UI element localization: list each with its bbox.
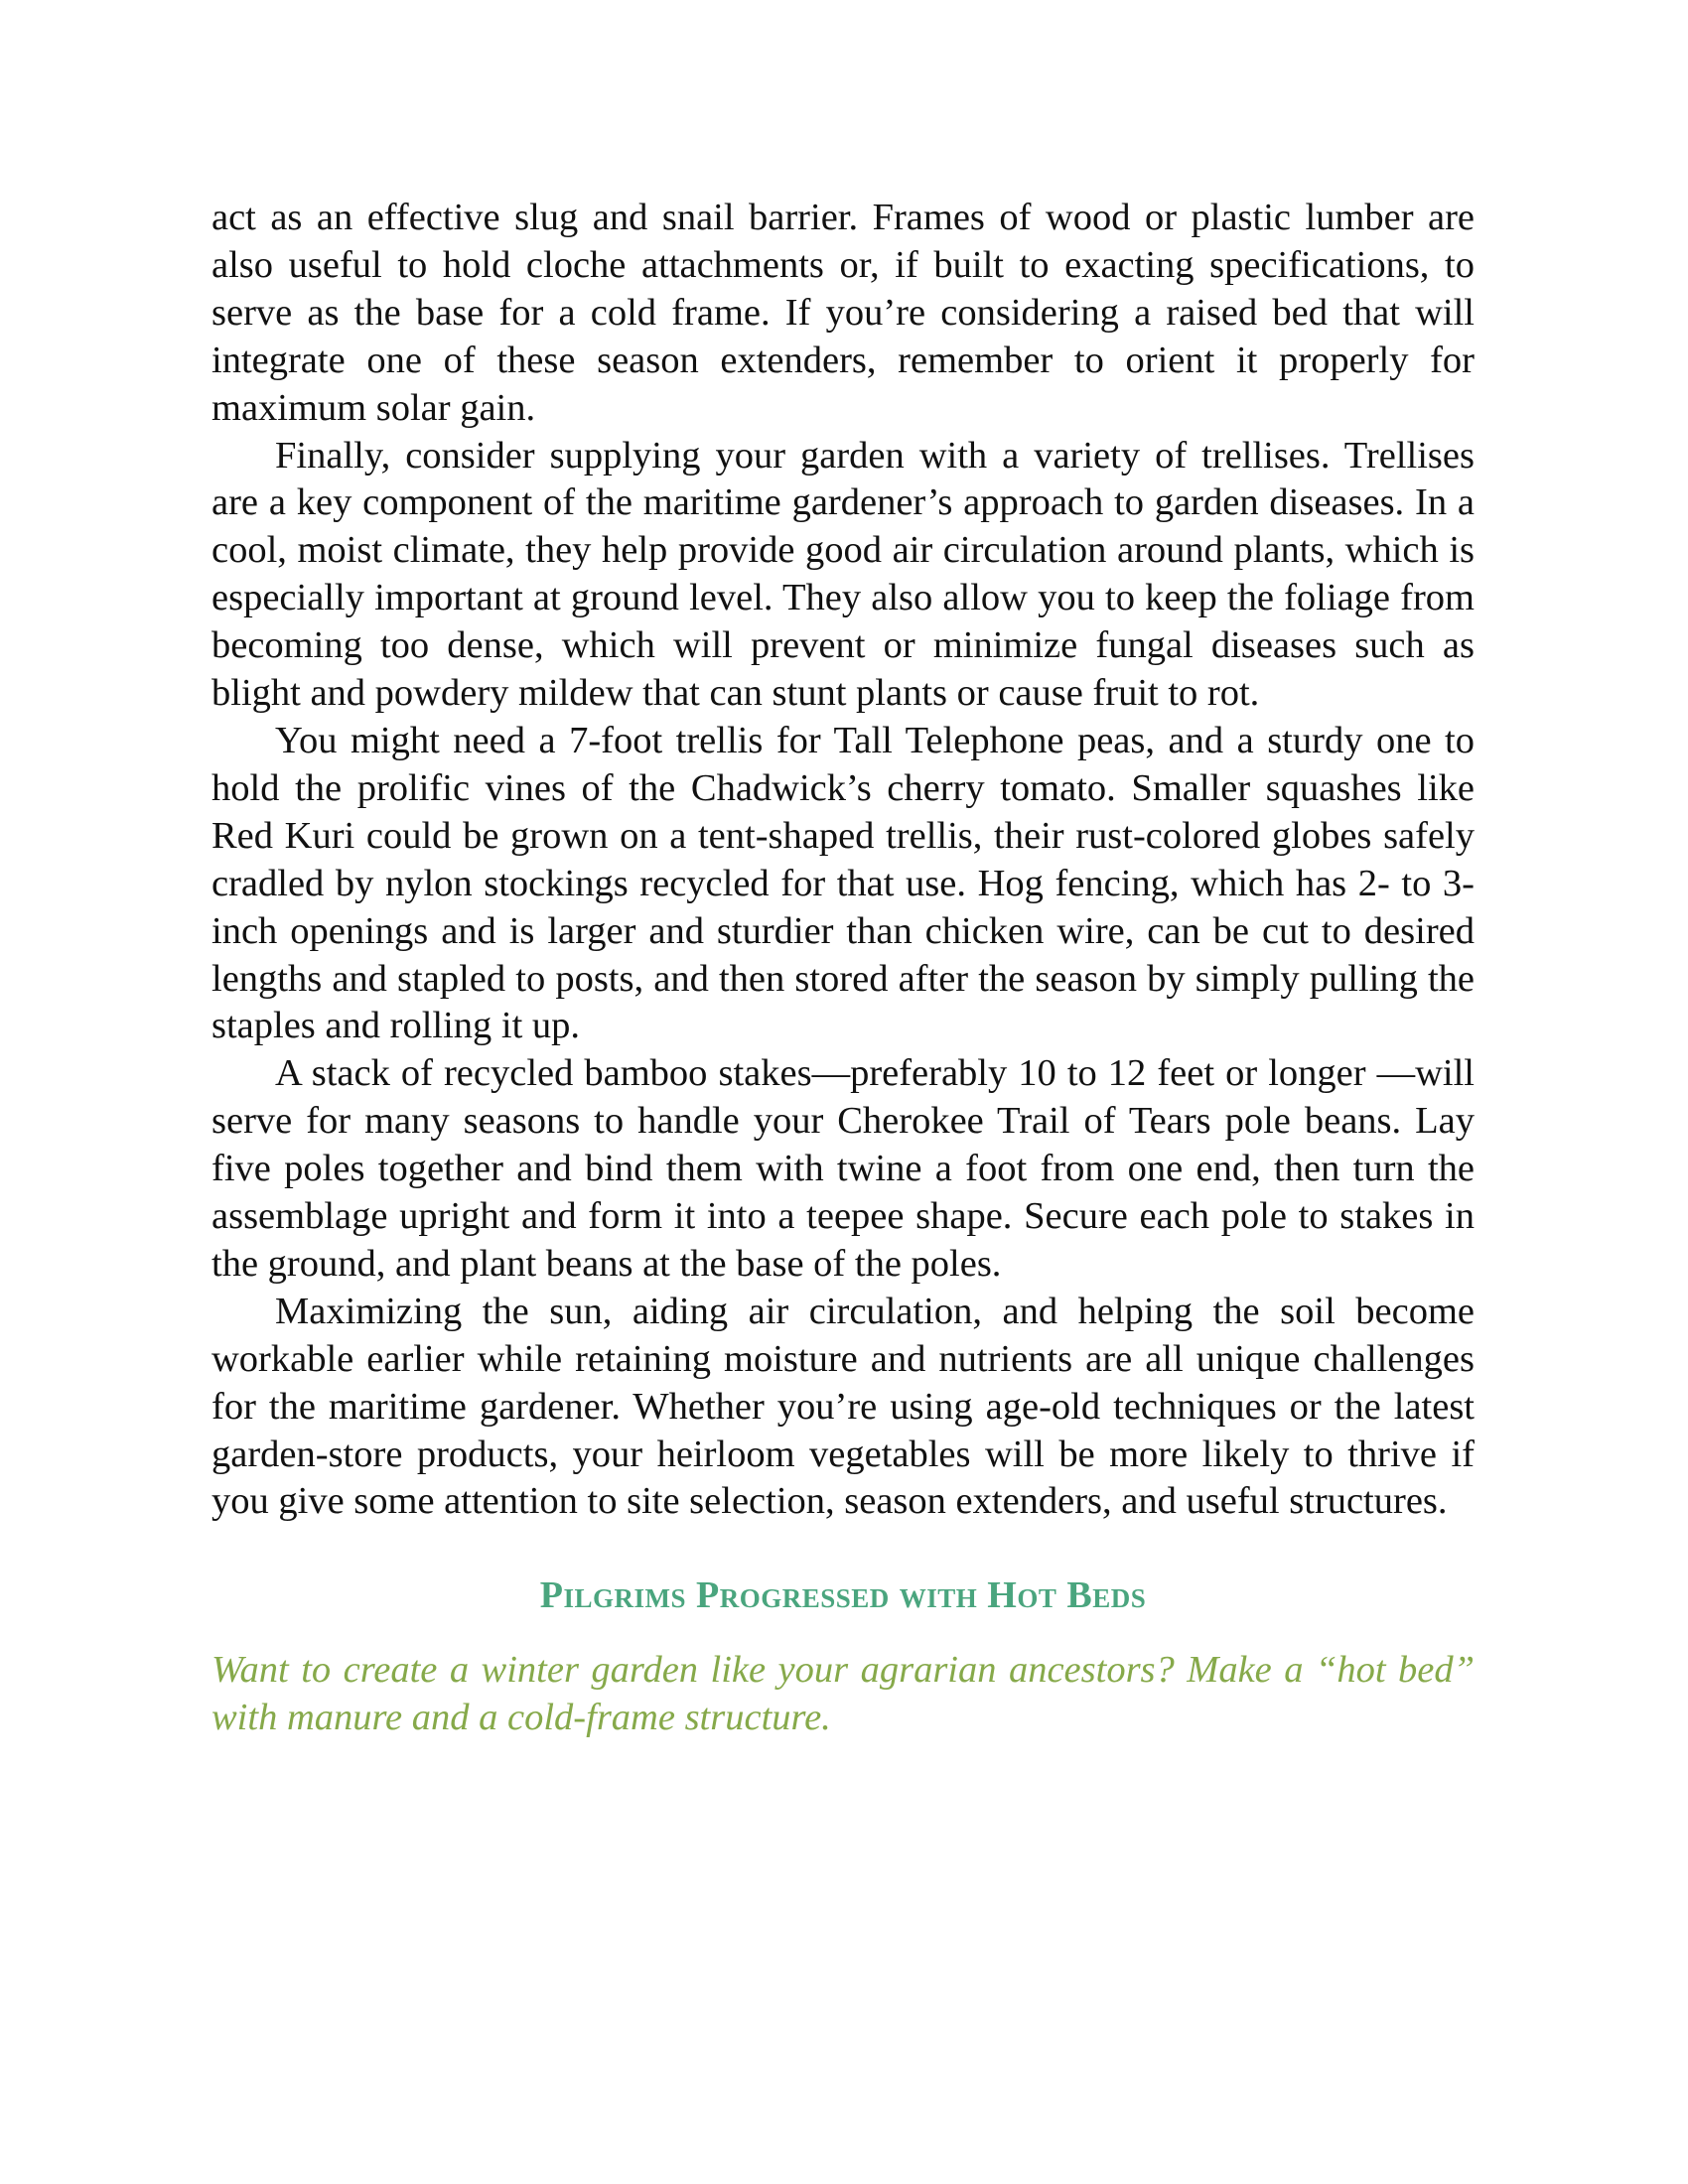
body-paragraph-3: You might need a 7-foot trellis for Tall Telephone peas, and a sturdy one to hold the prolific vines of the Chadwick’s cherry tomato. Smaller squashes like Red Kuri could be grown on a tent-shaped trellis, their rust-colored globes safely cradled by nylon stockings recycled for that use. Hog fencing, which has 2- to 3-inch openings and is larger and sturdier than chicken wire, can be cut to desired lengths and stapled to posts, and then stored after the season by simply pulling the staples and rolling it up. [211, 719, 1475, 1047]
body-paragraph-2: Finally, consider supplying your garden with a variety of trellises. Trellises are a key component of the maritime gardener’s approach to garden diseases. In a cool, moist climate, they help provide good air circulation around plants, which is especially important at ground level. They also allow you to keep the foliage from becoming too dense, which will prevent or minimize fungal diseases such as blight and powdery mildew that can stunt plants or cause fruit to rot. [211, 434, 1475, 715]
sidebar-heading: Pilgrims Progressed with Hot Beds [539, 1574, 1147, 1617]
sidebar-intro: Want to create a winter garden like your agrarian ancestors? Make a “hot bed” with manure and a cold-frame structure. [211, 1649, 1475, 1739]
body-paragraph-1: act as an effective slug and snail barrier. Frames of wood or plastic lumber are also useful to hold cloche attachments or, if built to exacting specifications, to serve as the base for a cold frame. If you’re considering a raised bed that will integrate one of these season extenders, remember to orient it properly for maximum solar gain. [211, 197, 1475, 429]
page-content [211, 195, 1475, 1742]
body-paragraph-4: A stack of recycled bamboo stakes—preferably 10 to 12 feet or longer —will serve for many seasons to handle your Cherokee Trail of Tears pole beans. Lay five poles together and bind them with twine a foot from one end, then turn the assemblage upright and form it into a teepee shape. Secure each pole to stakes in the ground, and plant beans at the base of the poles. [211, 1052, 1475, 1285]
body-paragraph-5: Maximizing the sun, aiding air circulation, and helping the soil become workable earlier while retaining moisture and nutrients are all unique challenges for the maritime gardener. Whether you’re using age-old techniques or the latest garden-store products, your heirloom vegetables will be more likely to thrive if you give some attention to site selection, season extenders, and useful structures. [211, 1290, 1475, 1523]
